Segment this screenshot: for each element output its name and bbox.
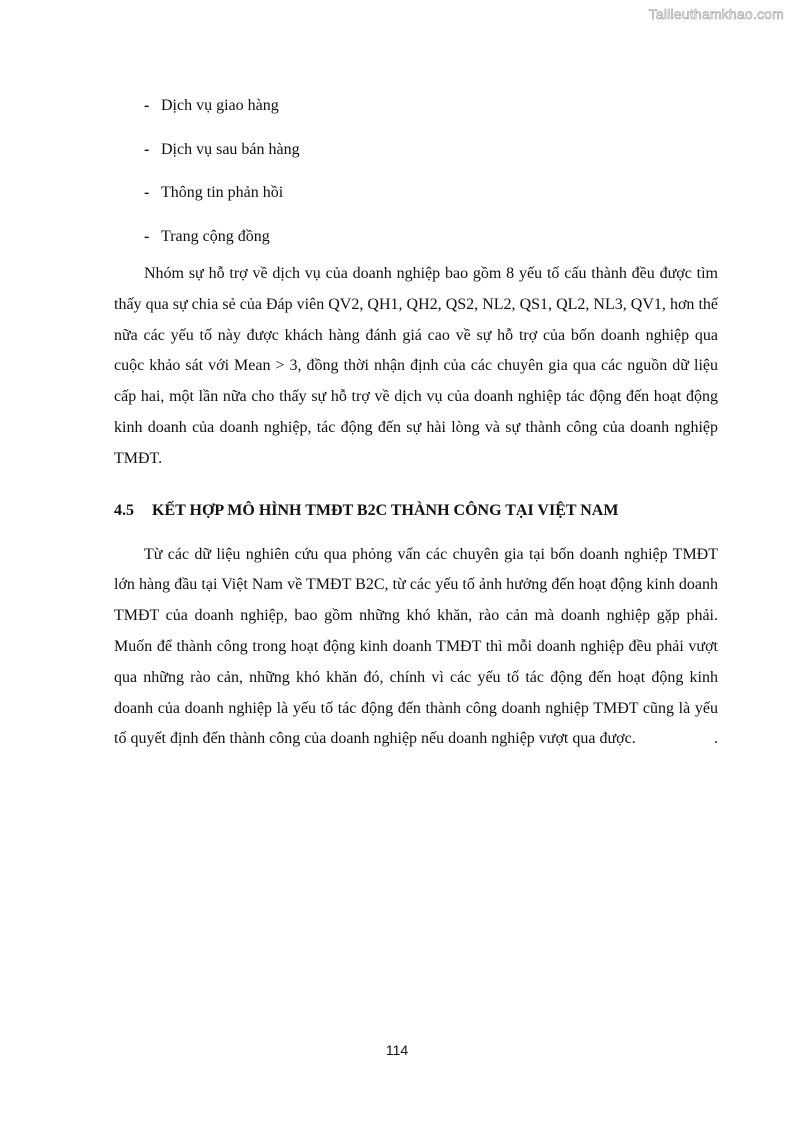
- list-item: [114, 139, 718, 183]
- section-number: 4.5: [114, 501, 134, 519]
- list-item: [114, 95, 718, 139]
- bullet-dash: -: [144, 227, 150, 245]
- paragraph-b2c-model: [114, 540, 718, 756]
- trailing-mark: .: [714, 730, 718, 748]
- bullet-text: Trang cộng đồng: [161, 227, 270, 245]
- bullet-dash: -: [144, 184, 150, 201]
- paragraph-b2c-text: Từ các dữ liệu nghiên cứu qua phỏng vấn các chuyên gia tại bốn doanh nghiệp TMĐT lớn hàng đầu tại Việt Nam về TMĐT B2C, từ các yếu tố ảnh hưởng đến hoạt động kinh doanh TMĐT của doanh nghiệp, bao gồm những khó khăn, rào cản mà doanh nghiệp gặp phải. Muốn để thành công trong hoạt động kinh doanh TMĐT thì mỗi doanh nghiệp đều phải vượt qua những rào cản, những khó khăn đó, chính vì các yếu tố tác động đến hoạt động kinh doanh của doanh nghiệp là yếu tố tác động đến thành công doanh nghiệp TMĐT cũng là yếu tố quyết định đến thành công của doanh nghiệp nếu doanh nghiệp vượt qua được.: [114, 545, 718, 748]
- list-item: [114, 182, 718, 226]
- section-heading: [114, 500, 718, 522]
- bullet-list: [114, 95, 718, 269]
- bullet-dash: -: [144, 140, 150, 158]
- bullet-text: Dịch vụ giao hàng: [161, 97, 279, 114]
- section-title: KẾT HỢP MÔ HÌNH TMĐT B2C THÀNH CÔNG TẠI VIỆT NAM: [152, 501, 619, 519]
- paragraph-service-support: Nhóm sự hỗ trợ về dịch vụ của doanh nghiệp bao gồm 8 yếu tố cấu thành đều được tìm thấy qua sự chia sẻ của Đáp viên QV2, QH1, QH2, QS2, NL2, QS1, QL2, NL3, QV1, hơn thế nữa các yếu tố này được khách hàng đánh giá cao về sự hỗ trợ của bốn doanh nghiệp qua cuộc khảo sát với Mean > 3, đồng thời nhận định của các chuyên gia qua các nguồn dữ liệu cấp hai, một lần nữa cho thấy sự hỗ trợ về dịch vụ của doanh nghiệp tác động đến hoạt động kinh doanh của doanh nghiệp, tác động đến sự hài lòng và sự thành công của doanh nghiệp TMĐT.: [114, 265, 718, 467]
- bullet-text: Dịch vụ sau bán hàng: [161, 140, 300, 158]
- bullet-text: Thông tin phản hồi: [161, 184, 284, 201]
- page-number: 114: [385, 1042, 409, 1058]
- page-content: [114, 95, 718, 755]
- watermark: Tailieuthamkhao.com: [648, 6, 784, 22]
- bullet-dash: -: [144, 97, 150, 114]
